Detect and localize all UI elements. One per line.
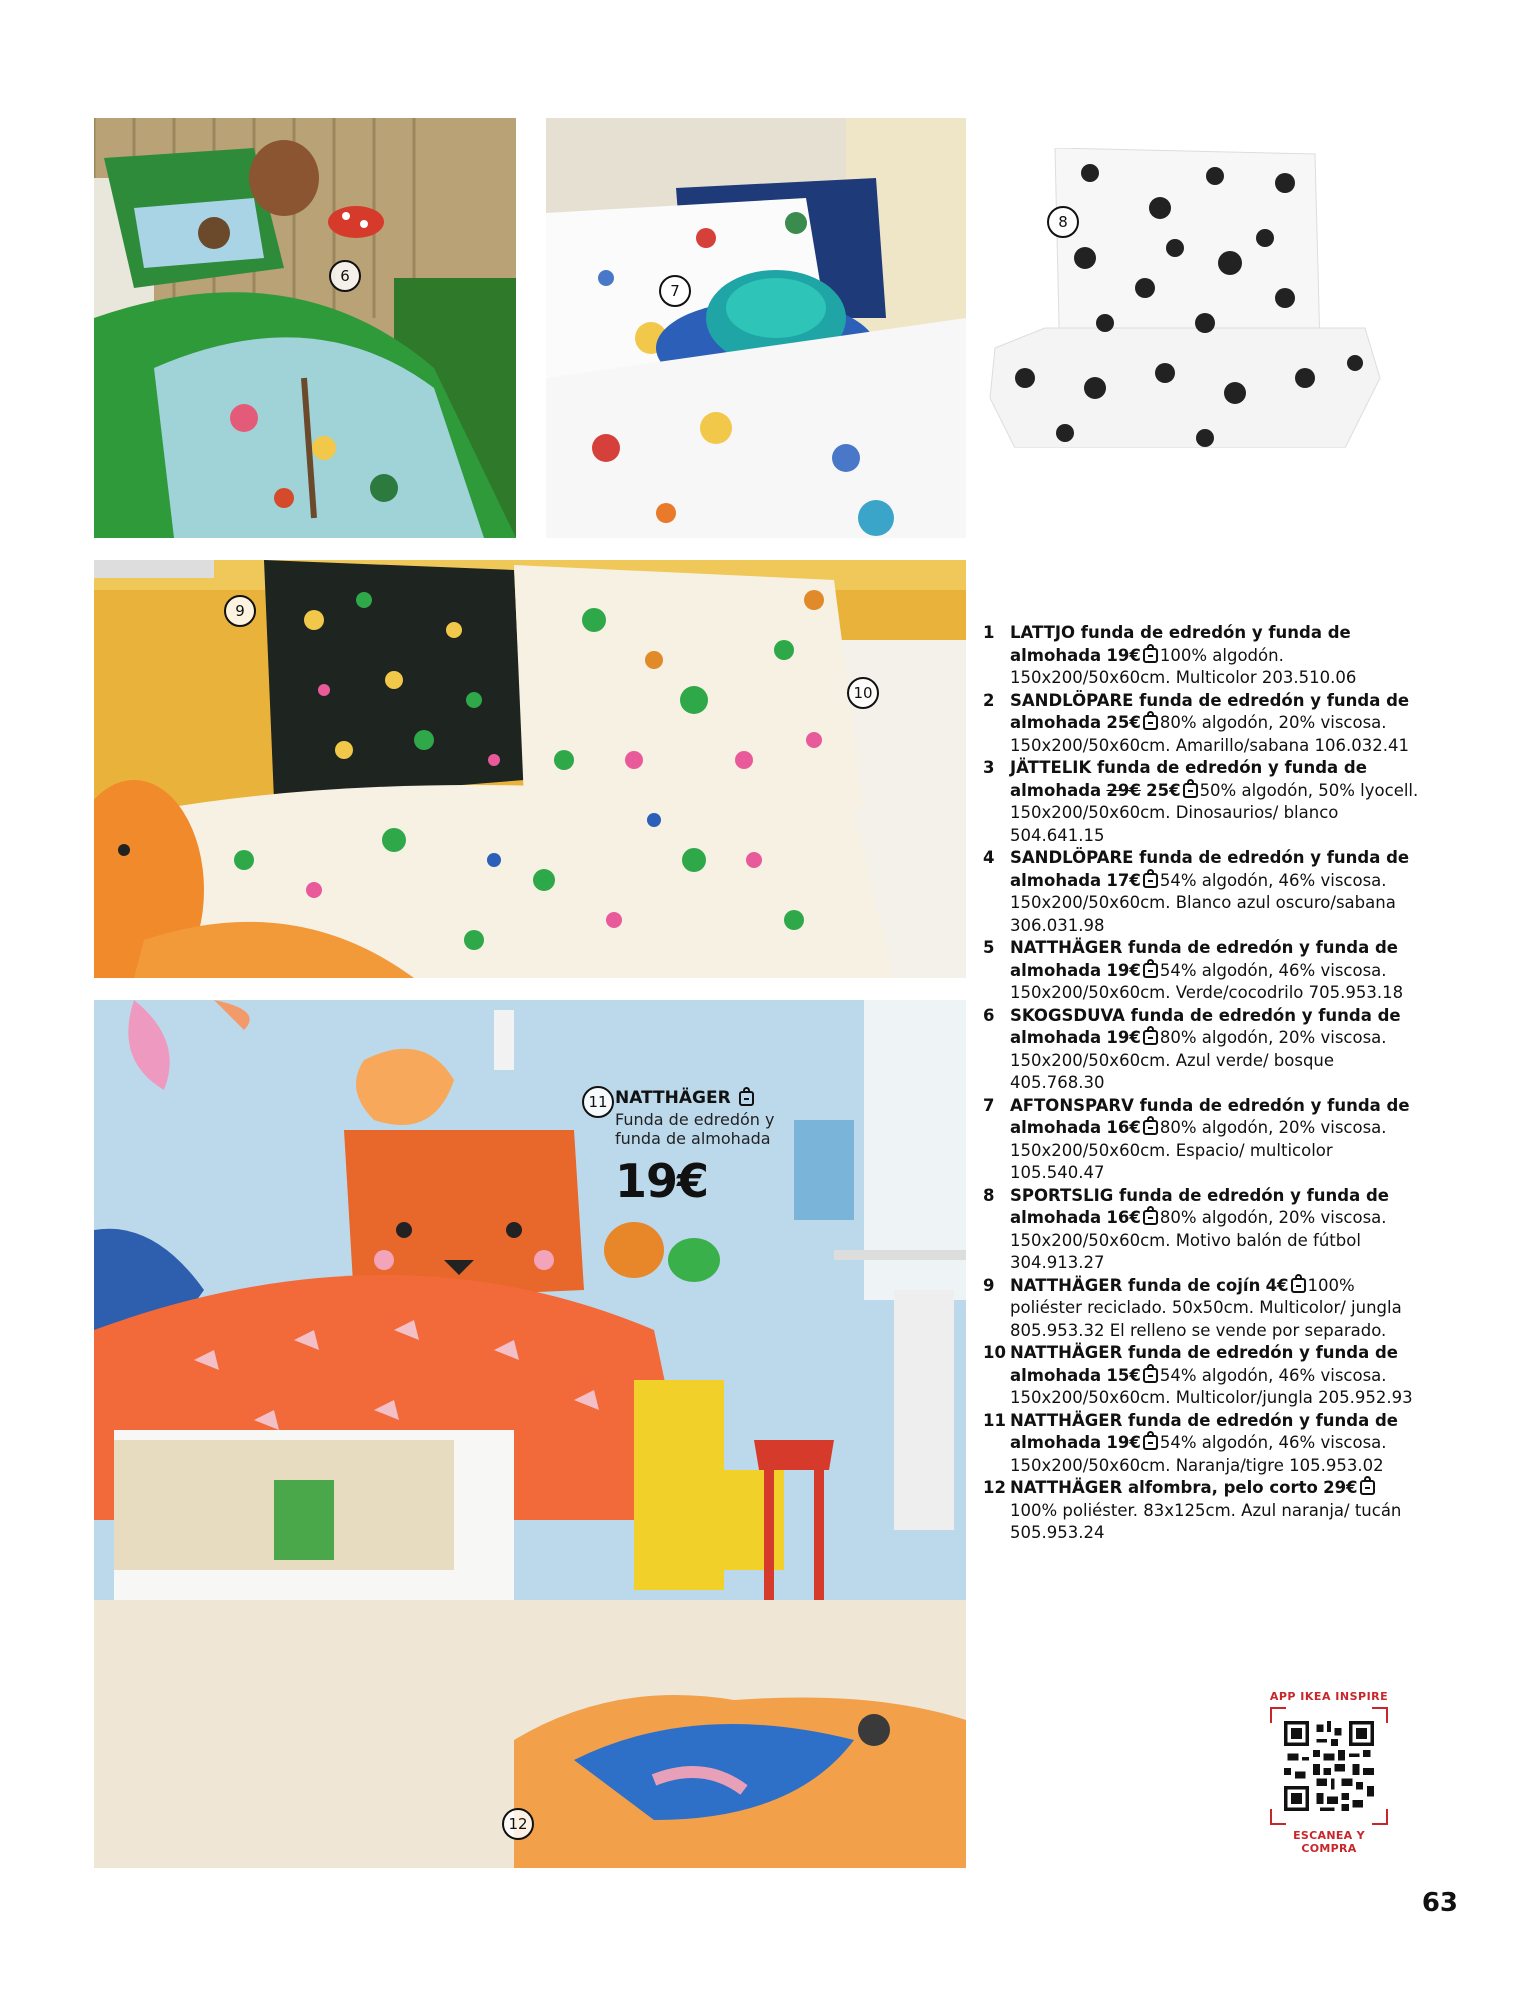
item-name: NATTHÄGER funda de edredón y funda de almohada bbox=[1010, 938, 1398, 980]
item-name: LATTJO funda de edredón y funda de almohada bbox=[1010, 623, 1351, 665]
list-item bbox=[983, 937, 1423, 1005]
click-and-collect-icon bbox=[1143, 1368, 1158, 1383]
item-name: NATTHÄGER funda de edredón y funda de almohada bbox=[1010, 1410, 1398, 1452]
item-number: 11 bbox=[983, 1410, 1006, 1430]
item-number: 3 bbox=[983, 758, 995, 777]
marker-10: 10 bbox=[847, 677, 879, 709]
click-and-collect-icon bbox=[1143, 963, 1158, 978]
item-price: 17€ bbox=[1106, 870, 1141, 890]
item-details: 54% algodón, 46% viscosa. 150x200/50x60cm. Multicolor/jungla 205.952.93 bbox=[1010, 1365, 1413, 1407]
list-item bbox=[983, 757, 1423, 847]
photo-natthager-jungle-bed bbox=[94, 560, 966, 978]
item-name: SPORTSLIG funda de edredón y funda de almohada bbox=[1010, 1185, 1389, 1227]
click-and-collect-icon bbox=[1143, 1435, 1158, 1450]
list-item bbox=[983, 1477, 1423, 1545]
item-name: JÄTTELIK funda de edredón y funda de almohada bbox=[1010, 758, 1367, 800]
page-number: 63 bbox=[1421, 1888, 1458, 1918]
photo-aftonsparv-bed bbox=[546, 118, 966, 538]
item-number: 1 bbox=[983, 623, 995, 642]
item-price: 19€ bbox=[1106, 960, 1141, 980]
item-number: 5 bbox=[983, 938, 995, 957]
qr-bottom-label: ESCANEA Y COMPRA bbox=[1293, 1829, 1365, 1855]
photo-natthager-tiger-room bbox=[94, 1000, 966, 1868]
item-number: 6 bbox=[983, 1005, 995, 1025]
product-list bbox=[983, 622, 1423, 1545]
item-details: 100% poliéster reciclado. 50x50cm. Multicolor/ jungla 805.953.32 El relleno se vende por separado. bbox=[1010, 1275, 1402, 1340]
list-item bbox=[983, 1275, 1423, 1343]
marker-9: 9 bbox=[224, 595, 256, 627]
marker-6: 6 bbox=[329, 260, 361, 292]
list-item bbox=[983, 1410, 1423, 1478]
marker-12: 12 bbox=[502, 1808, 534, 1840]
item-price: 16€ bbox=[1106, 1208, 1141, 1227]
photo-skogsduva-bed bbox=[94, 118, 516, 538]
qr-frame bbox=[1270, 1707, 1388, 1825]
item-number: 8 bbox=[983, 1185, 995, 1205]
marker-11: 11 bbox=[582, 1086, 614, 1118]
featured-product-callout bbox=[615, 1088, 805, 1208]
item-details: 100% algodón. 150x200/50x60cm. Multicolor 203.510.06 bbox=[1010, 645, 1357, 687]
item-details: 54% algodón, 46% viscosa. 150x200/50x60cm. Blanco azul oscuro/sabana 306.031.98 bbox=[1010, 870, 1396, 935]
callout-price: 19€ bbox=[615, 1154, 709, 1208]
click-and-collect-icon bbox=[739, 1091, 754, 1106]
item-price: 19€ bbox=[1106, 1433, 1141, 1452]
list-item bbox=[983, 622, 1423, 690]
item-price: 15€ bbox=[1106, 1365, 1141, 1385]
marker-8: 8 bbox=[1047, 206, 1079, 238]
item-price: 19€ bbox=[1106, 1028, 1141, 1047]
item-name: NATTHÄGER funda de edredón y funda de almohada bbox=[1010, 1343, 1398, 1385]
item-details: 80% algodón, 20% viscosa. 150x200/50x60cm. Motivo balón de fútbol 304.913.27 bbox=[1010, 1208, 1387, 1272]
list-item bbox=[983, 847, 1423, 937]
qr-corner bbox=[1270, 1809, 1286, 1825]
item-price: 16€ bbox=[1106, 1118, 1141, 1137]
click-and-collect-icon bbox=[1183, 783, 1198, 798]
click-and-collect-icon bbox=[1143, 1030, 1158, 1045]
photo-sportslig-set bbox=[985, 148, 1385, 448]
item-name: AFTONSPARV funda de edredón y funda de almohada bbox=[1010, 1095, 1410, 1137]
click-and-collect-icon bbox=[1143, 873, 1158, 888]
click-and-collect-icon bbox=[1291, 1278, 1306, 1293]
item-number: 9 bbox=[983, 1275, 995, 1295]
item-name: NATTHÄGER funda de cojín bbox=[1010, 1275, 1261, 1295]
list-item bbox=[983, 1005, 1423, 1095]
item-number: 2 bbox=[983, 690, 995, 710]
callout-product-name: NATTHÄGER bbox=[615, 1088, 731, 1108]
item-details: 54% algodón, 46% viscosa. 150x200/50x60cm. Verde/cocodrilo 705.953.18 bbox=[1010, 960, 1404, 1002]
item-number: 7 bbox=[983, 1095, 995, 1115]
click-and-collect-icon bbox=[1360, 1480, 1375, 1495]
item-price: 25€ bbox=[1146, 780, 1181, 800]
item-number: 12 bbox=[983, 1478, 1006, 1497]
item-old-price: 29€ bbox=[1106, 780, 1141, 800]
item-name: SANDLÖPARE funda de edredón y funda de almohada bbox=[1010, 690, 1410, 732]
qr-code-icon[interactable] bbox=[1284, 1721, 1374, 1811]
list-item bbox=[983, 1095, 1423, 1185]
item-name: SKOGSDUVA funda de edredón y funda de almohada bbox=[1010, 1005, 1401, 1047]
item-details: 80% algodón, 20% viscosa. 150x200/50x60cm. Azul verde/ bosque 405.768.30 bbox=[1010, 1028, 1387, 1092]
list-item bbox=[983, 1185, 1423, 1275]
item-number: 4 bbox=[983, 848, 995, 867]
item-name: NATTHÄGER alfombra, pelo corto bbox=[1010, 1478, 1318, 1497]
qr-top-label: APP IKEA INSPIRE bbox=[1269, 1690, 1389, 1703]
item-details: 50% algodón, 50% lyocell. 150x200/50x60cm. Dinosaurios/ blanco 504.641.15 bbox=[1010, 780, 1419, 845]
list-item bbox=[983, 1342, 1423, 1410]
item-details: 54% algodón, 46% viscosa. 150x200/50x60cm. Naranja/tigre 105.953.02 bbox=[1010, 1433, 1387, 1475]
list-item bbox=[983, 690, 1423, 758]
item-price: 29€ bbox=[1323, 1478, 1358, 1497]
item-price: 25€ bbox=[1106, 713, 1141, 732]
item-price: 4€ bbox=[1265, 1275, 1289, 1295]
click-and-collect-icon bbox=[1143, 1210, 1158, 1225]
marker-7: 7 bbox=[659, 275, 691, 307]
qr-corner bbox=[1372, 1809, 1388, 1825]
item-details: 80% algodón, 20% viscosa. 150x200/50x60cm. Amarillo/sabana 106.032.41 bbox=[1010, 713, 1409, 755]
click-and-collect-icon bbox=[1143, 715, 1158, 730]
qr-corner bbox=[1372, 1707, 1388, 1723]
callout-description: Funda de edredón y funda de almohada bbox=[615, 1110, 775, 1148]
item-details: 80% algodón, 20% viscosa. 150x200/50x60cm. Espacio/ multicolor 105.540.47 bbox=[1010, 1118, 1387, 1182]
item-number: 10 bbox=[983, 1343, 1006, 1362]
click-and-collect-icon bbox=[1143, 648, 1158, 663]
item-price: 19€ bbox=[1106, 645, 1141, 665]
qr-code-block[interactable] bbox=[1268, 1690, 1390, 1855]
item-name: SANDLÖPARE funda de edredón y funda de almohada bbox=[1010, 848, 1410, 890]
item-details: 100% poliéster. 83x125cm. Azul naranja/ tucán 505.953.24 bbox=[1010, 1500, 1402, 1542]
click-and-collect-icon bbox=[1143, 1120, 1158, 1135]
